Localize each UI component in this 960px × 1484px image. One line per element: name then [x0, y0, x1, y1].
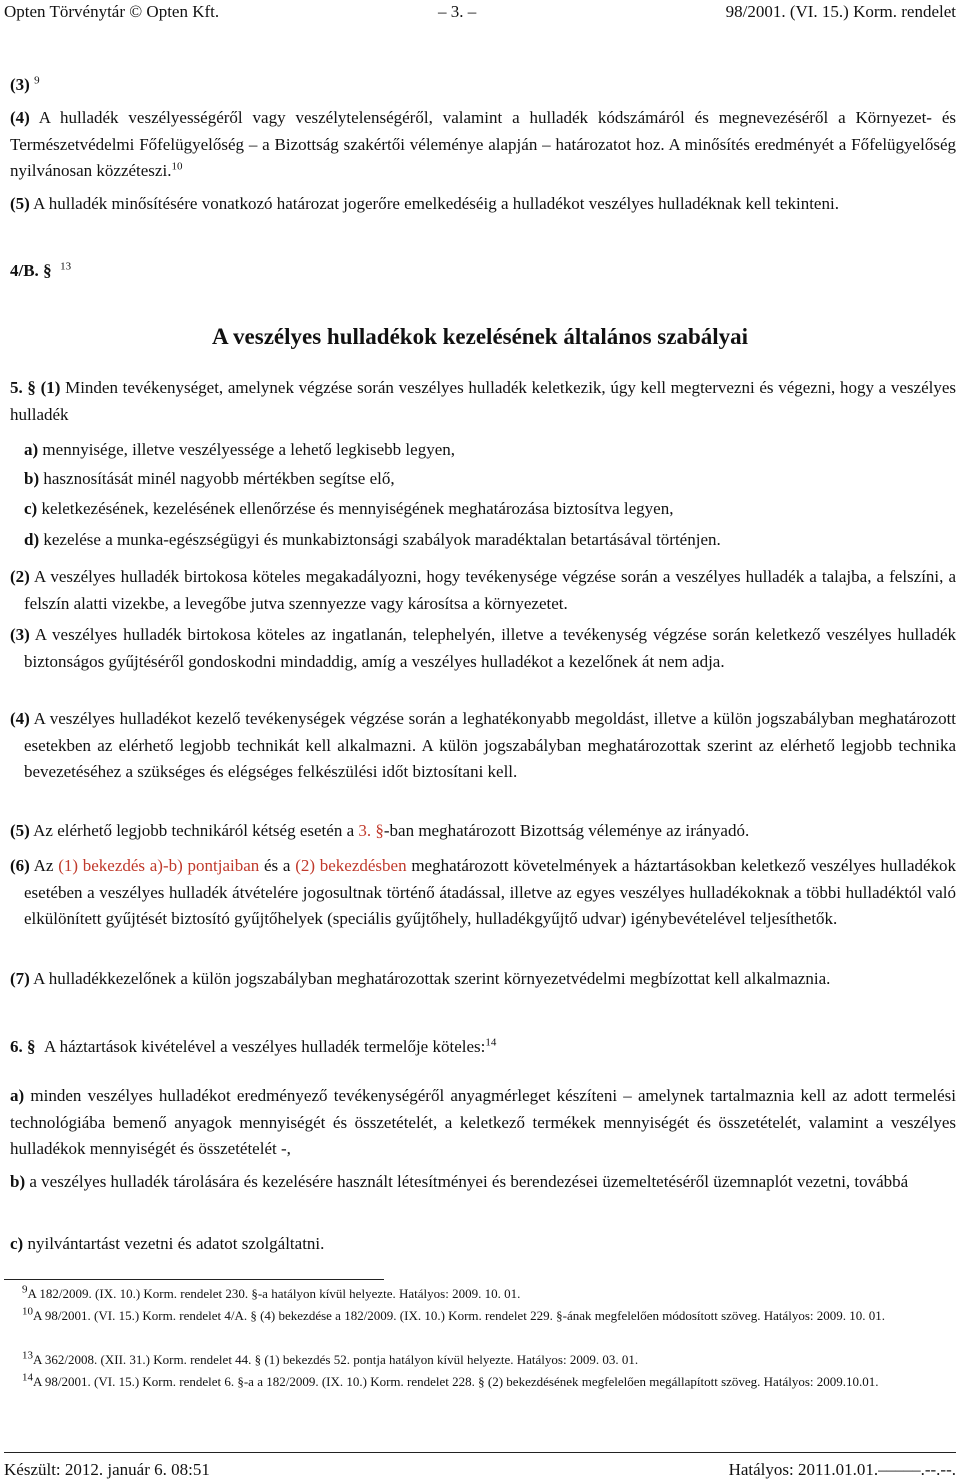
footnote-text: A 98/2001. (VI. 15.) Korm. rendelet 6. §-a a 182/2009. (IX. 10.) Korm. rendelet 228. § (2) bekezdésének megfelelően megállapított szöveg. Hatályos: 2009.10.01. — [33, 1374, 879, 1389]
paragraph-label: (5) — [10, 194, 30, 213]
paragraph-label: (3) — [10, 75, 30, 94]
item-text: nyilvántartást vezetni és adatot szolgáltatni. — [27, 1234, 325, 1253]
list-item — [10, 1231, 956, 1258]
header-page-number: – 3. – — [438, 2, 477, 21]
section-label: 6. — [10, 1037, 23, 1056]
section-3-link[interactable]: 3. — [358, 821, 372, 840]
paragraph-3 — [10, 72, 956, 99]
section-5-paragraph-4 — [10, 706, 957, 786]
paragraph-text: A veszélyes hulladékot kezelő tevékenységek végzése során a leghatékonyabb megoldást, illetve a külön jogszabályban meghatározott esetekben az elérhető legjobb technikát kell alkalmazni. A külön jogszabályban meghatározottak szerint az elérhető legjobb technika bevezetéséhez a szükséges és elégséges felkészülési időt biztosítani kell. — [24, 709, 957, 781]
paragraph-text: A hulladék veszélyességéről vagy veszélytelenségéről, valamint a hulladék kódszámáról és megnevezéséről a Környezet- és Természetvédelmi Főfelügyelőség – a Bizottság szakértői véleménye alapján – határozatot hoz. A minősítés eredményét a Főfelügyelőség nyilvánosan közzéteszi. — [10, 108, 957, 180]
section-5-paragraph-2 — [10, 564, 957, 617]
section-4b — [10, 258, 956, 285]
paragraph-label: (3) — [10, 625, 30, 644]
footnote-text: A 362/2008. (XII. 31.) Korm. rendelet 44. § (1) bekezdés 52. pontja hatályon kívül helyezte. Hatályos: 2009. 03. 01. — [33, 1352, 639, 1367]
paragraph-1-link[interactable]: (1) bekezdés a)-b) pontjaiban — [58, 856, 260, 875]
item-label: a) — [24, 440, 39, 459]
list-item — [24, 527, 956, 554]
footnote-text: A 98/2001. (VI. 15.) Korm. rendelet 4/A. § (4) bekezdése a 182/2009. (IX. 10.) Korm. rendelet 229. §-ának megfelelően módosított szöveg. Hatályos: 2009. 10. 01. — [33, 1308, 886, 1323]
section-5-paragraph-1 — [10, 375, 956, 428]
paragraph-text: -ban meghatározott Bizottság véleménye az irányadó. — [383, 821, 750, 840]
list-item — [24, 496, 956, 523]
footnote-number: 14 — [22, 1371, 33, 1384]
footer-created: Készült: 2012. január 6. 08:51 — [4, 1460, 210, 1479]
item-label: a) — [10, 1086, 25, 1105]
section-sign: § — [27, 378, 36, 397]
section-5-paragraph-6 — [10, 853, 957, 933]
item-text: keletkezésének, kezelésének ellenőrzése és mennyiségének meghatározása biztosítva legyen, — [41, 499, 674, 518]
paragraph-label: (4) — [10, 108, 30, 127]
footnote — [4, 1284, 956, 1304]
paragraph-label: (2) — [10, 567, 30, 586]
paragraph-text: Az elérhető legjobb technikáról kétség esetén a — [33, 821, 355, 840]
footnote-ref[interactable]: 10 — [171, 160, 183, 173]
paragraph-label: (4) — [10, 709, 30, 728]
section-5-paragraph-7 — [10, 966, 956, 993]
paragraph-label: (7) — [10, 969, 30, 988]
item-label: d) — [24, 530, 40, 549]
header-source: Opten Törvénytár © Opten Kft. — [4, 2, 220, 21]
section-6 — [10, 1034, 956, 1061]
section-sign: § — [43, 261, 52, 280]
item-text: minden veszélyes hulladékot eredményező tevékenységéről anyagmérleget készíteni – amelynek tartalmaznia kell az adott termelési technológiába bemenő anyagok mennyiségét és összetételét, a keletkező termékek mennyiségét és összetételét, valamint a veszélyes hulladékok mennyiségét és összetételét -, — [10, 1086, 956, 1158]
footnote — [4, 1372, 956, 1392]
paragraph-text: meghatározott követelmények a háztartásokban keletkező veszélyes hulladékok esetében a veszélyes hulladék átvételére jogosultnak történő átadással, illetve az egyes veszélyes hulladékoknak a többi hulladéktól való elkülönített gyűjtését biztosító gyűjtőhelyek (speciális gyűjtőhely, hulladékgyűjtő udvar) igénybevételével teljesíthetők. — [24, 856, 957, 928]
list-item — [24, 466, 956, 493]
paragraph-text: A hulladék minősítésére vonatkozó határozat jogerőre emelkedéséig a hulladékot veszélyes hulladéknak kell tekinteni. — [33, 194, 839, 213]
footnote-divider — [4, 1279, 384, 1280]
section-intro: A háztartások kivételével a veszélyes hulladék termelője köteles: — [44, 1037, 486, 1056]
footnote-number: 9 — [22, 1283, 28, 1296]
paragraph-text: A veszélyes hulladék birtokosa köteles megakadályozni, hogy tevékenysége végzése során a veszélyes hulladék a talajba, a felszíni, a felszín alatti vizekbe, a levegőbe jutva szennyezze vagy károsítsa a környezetet. — [24, 567, 957, 613]
list-item — [10, 1083, 956, 1163]
footnote-number: 13 — [22, 1349, 33, 1362]
paragraph-5 — [10, 191, 956, 218]
paragraph-label: (5) — [10, 821, 30, 840]
footnote-ref[interactable]: 13 — [60, 260, 72, 273]
section-sign: § — [27, 1037, 36, 1056]
section-5-paragraph-3 — [10, 622, 956, 675]
footer-divider — [4, 1452, 956, 1453]
paragraph-text: A veszélyes hulladék birtokosa köteles az ingatlanán, telephelyén, illetve a tevékenység végzése során keletkező veszélyes hulladék biztonságos gyűjtéséről gondoskodni mindaddig, amíg a veszélyes hulladékot a kezelőnek át nem adja. — [24, 625, 956, 671]
paragraph-4 — [10, 105, 956, 185]
item-text: mennyisége, illetve veszélyessége a lehető legkisebb legyen, — [42, 440, 455, 459]
paragraph-2-link[interactable]: (2) bekezdésben — [295, 856, 407, 875]
section-5-paragraph-5 — [10, 818, 956, 845]
item-label: c) — [24, 499, 38, 518]
footer-effective: Hatályos: 2011.01.01.–––––.--.--. — [728, 1460, 956, 1479]
footnote-number: 10 — [22, 1305, 33, 1318]
list-item — [10, 1169, 956, 1196]
item-label: b) — [24, 469, 40, 488]
item-text: hasznosítását minél nagyobb mértékben segítse elő, — [43, 469, 395, 488]
section-sign-link[interactable]: § — [375, 821, 384, 840]
footnote-ref[interactable]: 9 — [34, 74, 40, 87]
footnote — [4, 1306, 956, 1326]
section-label: 5. — [10, 378, 23, 397]
section-title: A veszélyes hulladékok kezelésének általános szabályai — [211, 324, 749, 349]
paragraph-text: A hulladékkezelőnek a külön jogszabályban meghatározottak szerint környezetvédelmi megbízottat kell alkalmaznia. — [33, 969, 831, 988]
item-text: kezelése a munka-egészségügyi és munkabiztonsági szabályok maradéktalan betartásával történjen. — [43, 530, 721, 549]
footnote-text: A 182/2009. (IX. 10.) Korm. rendelet 230. §-a hatályon kívül helyezte. Hatályos: 2009. 10. 01. — [27, 1286, 521, 1301]
paragraph-label: (6) — [10, 856, 30, 875]
paragraph-text: Az — [33, 856, 54, 875]
item-label: b) — [10, 1172, 26, 1191]
section-label: 4/B. — [10, 261, 39, 280]
item-label: c) — [10, 1234, 24, 1253]
list-item — [24, 437, 956, 464]
footnote-ref[interactable]: 14 — [485, 1036, 497, 1049]
paragraph-text: Minden tevékenységet, amelynek végzése során veszélyes hulladék keletkezik, úgy kell megtervezni és végezni, hogy a veszélyes hulladék — [10, 378, 957, 424]
paragraph-label: (1) — [40, 378, 61, 397]
footnote — [4, 1350, 956, 1370]
paragraph-text: és a — [264, 856, 291, 875]
item-text: a veszélyes hulladék tárolására és kezelésére használt létesítményei és berendezései üzemeltetéséről üzemnaplót vezetni, továbbá — [29, 1172, 909, 1191]
header-regulation: 98/2001. (VI. 15.) Korm. rendelet — [725, 2, 956, 21]
